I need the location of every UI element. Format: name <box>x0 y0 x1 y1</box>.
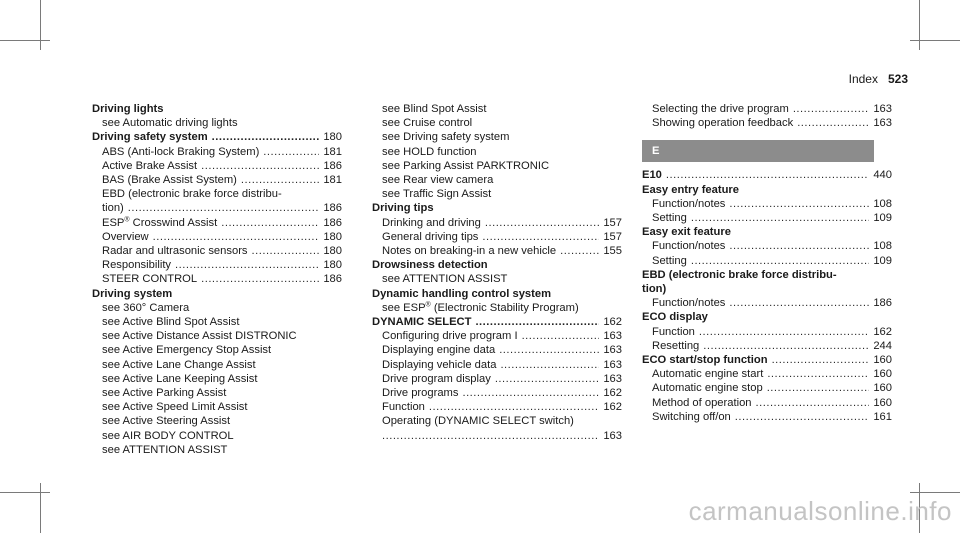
crop-mark <box>910 40 960 41</box>
subentry-text-pre: ESP <box>102 216 125 229</box>
subentry-text: Radar and ultrasonic sensors <box>102 245 248 258</box>
see-reference[interactable]: see Active Emergency Stop Assist <box>102 344 272 357</box>
page-ref: 109 <box>873 212 892 225</box>
leader-dots <box>729 239 869 253</box>
leader-dots <box>729 296 869 310</box>
subentry[interactable] <box>642 381 892 395</box>
entry-title: E10 <box>642 169 662 182</box>
entry-title: Driving system <box>92 287 173 300</box>
index-entry-easy-entry <box>642 183 892 226</box>
index-column-1 <box>92 102 342 457</box>
entry-title: DYNAMIC SELECT <box>372 316 472 329</box>
index-entry-eco-display <box>642 310 892 353</box>
page-ref: 180 <box>323 245 342 258</box>
subentry-text: Setting <box>652 254 687 267</box>
leader-dots <box>735 410 870 424</box>
subentry-text: BAS (Brake Assist System) <box>102 174 237 187</box>
see-reference[interactable]: see HOLD function <box>382 145 477 158</box>
index-entry-e10 <box>642 168 892 182</box>
leader-dots <box>201 272 319 286</box>
subentry[interactable] <box>92 230 342 244</box>
watermark: carmanualsonline.info <box>688 496 952 526</box>
subentry-text: Setting <box>652 212 687 225</box>
leader-dots <box>767 367 869 381</box>
leader-dots <box>793 102 870 116</box>
see-reference[interactable]: see Driving safety system <box>382 131 510 144</box>
page-ref: 181 <box>323 174 342 187</box>
entry-title: Driving lights <box>92 103 164 115</box>
page-ref: 163 <box>603 429 622 442</box>
subentry-text: Automatic engine stop <box>652 382 763 395</box>
page-ref: 180 <box>323 259 342 272</box>
page-ref: 186 <box>323 159 342 172</box>
subentry[interactable] <box>642 197 892 211</box>
subentry[interactable] <box>642 116 892 130</box>
leader-dots <box>462 386 599 400</box>
leader-dots <box>175 258 319 272</box>
subentry-text: Configuring drive program I <box>382 330 518 343</box>
crop-mark <box>0 492 50 493</box>
see-reference[interactable]: see Automatic driving lights <box>102 117 238 130</box>
crop-mark <box>910 492 960 493</box>
entry-title: Driving tips <box>372 202 434 215</box>
subentry-text: Automatic engine start <box>652 368 764 381</box>
leader-dots <box>263 145 319 159</box>
page-ref: 157 <box>603 230 622 243</box>
page-ref: 163 <box>603 372 622 385</box>
subentry[interactable] <box>92 173 342 187</box>
leader-dots <box>691 211 869 225</box>
page-ref: 186 <box>323 273 342 286</box>
subentry[interactable] <box>92 216 342 230</box>
leader-dots <box>485 216 599 230</box>
subentry[interactable] <box>372 386 622 400</box>
see-text-post: (Electronic Stability Program) <box>430 301 579 314</box>
page-ref: 161 <box>873 410 892 423</box>
leader-dots <box>482 230 599 244</box>
index-entry-driving-safety-system <box>92 130 342 286</box>
page-ref: 160 <box>873 382 892 395</box>
page-ref: 108 <box>873 197 892 210</box>
subentry-text-line2: tion) <box>102 202 124 215</box>
subentry[interactable] <box>642 211 892 225</box>
subentry[interactable] <box>92 272 342 286</box>
subentry-text: STEER CONTROL <box>102 273 198 286</box>
page-ref: 162 <box>873 325 892 338</box>
entry-title: ECO start/stop function <box>642 354 768 367</box>
subentry[interactable] <box>372 230 622 244</box>
leader-dots <box>429 400 599 414</box>
subentry[interactable] <box>92 145 342 159</box>
subentry[interactable] <box>92 159 342 173</box>
subentry-text: Responsibility <box>102 259 172 272</box>
subentry[interactable] <box>372 400 622 414</box>
leader-dots <box>729 197 869 211</box>
subentry[interactable] <box>372 358 622 372</box>
see-reference[interactable]: see Cruise control <box>382 117 473 130</box>
leader-dots <box>221 216 319 230</box>
subentry-text: Showing operation feedback <box>652 117 794 130</box>
page-ref: 157 <box>603 216 622 229</box>
page-ref: 163 <box>603 358 622 371</box>
leader-dots <box>382 429 599 443</box>
page-ref: 109 <box>873 254 892 267</box>
subentry[interactable] <box>372 343 622 357</box>
subentry-text: Active Brake Assist <box>102 159 198 172</box>
see-reference[interactable]: see Active Lane Keeping Assist <box>102 372 258 385</box>
see-reference[interactable]: see Active Lane Change Assist <box>102 358 256 371</box>
leader-dots <box>699 325 869 339</box>
entry-title: ECO display <box>642 311 708 324</box>
leader-dots <box>522 329 600 343</box>
entry-title-line1: EBD (electronic brake force distribu- <box>642 268 837 281</box>
entry-title: Driving safety system <box>92 131 208 144</box>
leader-dots <box>201 159 319 173</box>
see-reference[interactable]: see 360° Camera <box>102 301 190 314</box>
leader-dots <box>153 230 320 244</box>
subentry-text: Switching off/on <box>652 410 731 423</box>
see-text-pre: see ESP <box>382 301 426 314</box>
page-ref: 160 <box>873 354 892 367</box>
see-reference[interactable]: see Rear view camera <box>382 174 494 187</box>
see-reference[interactable]: see AIR BODY CONTROL <box>102 429 234 442</box>
see-reference[interactable]: see ATTENTION ASSIST <box>382 273 508 286</box>
subentry[interactable] <box>372 244 622 258</box>
page-ref: 186 <box>323 202 342 215</box>
index-entry-drowsiness-detection <box>372 258 622 286</box>
subentry[interactable] <box>372 329 622 343</box>
see-reference[interactable]: see Active Blind Spot Assist <box>102 316 240 329</box>
subentry-text: Selecting the drive program <box>652 103 789 115</box>
subentry[interactable] <box>642 396 892 410</box>
subentry-text: Resetting <box>652 339 700 352</box>
page-number: 523 <box>887 72 908 86</box>
entry-title: Dynamic handling control system <box>372 287 552 300</box>
entry-title-row[interactable] <box>92 130 342 144</box>
leader-dots <box>475 315 599 329</box>
leader-dots <box>252 244 320 258</box>
leader-dots <box>703 339 869 353</box>
page-ref: 155 <box>603 245 622 258</box>
subentry-text: Function/notes <box>652 197 726 210</box>
page-ref: 186 <box>873 297 892 310</box>
letter-heading-e: E <box>642 140 874 162</box>
page-ref: 440 <box>873 169 892 182</box>
subentry[interactable] <box>642 367 892 381</box>
subentry[interactable] <box>92 258 342 272</box>
page-ref: 163 <box>873 103 892 115</box>
index-entry-driving-system <box>92 287 342 457</box>
see-reference[interactable]: see Active Parking Assist <box>102 387 227 400</box>
leader-dots <box>772 353 870 367</box>
subentry-text: Function <box>652 325 695 338</box>
see-reference[interactable] <box>372 301 622 315</box>
subentry[interactable] <box>642 254 892 268</box>
subentry-text: General driving tips <box>382 230 479 243</box>
index-entry-dynamic-select <box>372 315 622 443</box>
crop-mark <box>919 0 920 50</box>
subentry-text: Drinking and driving <box>382 216 481 229</box>
subentry[interactable] <box>642 102 892 116</box>
page-ref: 163 <box>603 330 622 343</box>
index-entry-driving-lights <box>92 102 342 130</box>
subentry[interactable] <box>372 429 622 443</box>
index-entry-dynamic-handling <box>372 287 622 315</box>
index-entry-driving-system-continued <box>372 102 622 201</box>
subentry-text-line1[interactable]: EBD (electronic brake force distribu- <box>102 188 282 201</box>
subentry[interactable] <box>372 216 622 230</box>
page-ref: 163 <box>873 117 892 130</box>
leader-dots <box>495 372 600 386</box>
subentry-text: ABS (Anti-lock Braking System) <box>102 145 260 158</box>
subentry[interactable] <box>642 296 892 310</box>
subentry-text: Drive programs <box>382 387 459 400</box>
leader-dots <box>212 130 320 144</box>
index-column-2 <box>372 102 622 443</box>
page-ref: 181 <box>323 145 342 158</box>
header-label: Index <box>848 72 878 86</box>
leader-dots <box>500 358 599 372</box>
index-entry-driving-tips <box>372 201 622 258</box>
index-entry-easy-exit <box>642 225 892 268</box>
entry-title: Easy exit feature <box>642 226 731 239</box>
entry-title: Easy entry feature <box>642 183 740 196</box>
page-ref: 160 <box>873 368 892 381</box>
leader-dots <box>241 173 319 187</box>
subentry-text: Method of operation <box>652 396 752 409</box>
page-ref: 160 <box>873 396 892 409</box>
subentry[interactable] <box>642 339 892 353</box>
page-ref: 162 <box>603 387 622 400</box>
index-entry-dynamic-select-continued <box>642 102 892 130</box>
leader-dots <box>499 343 599 357</box>
subentry-text: Overview <box>102 230 149 243</box>
crop-mark <box>40 0 41 50</box>
leader-dots <box>560 244 599 258</box>
subentry-text: Notes on breaking-in a new vehicle <box>382 245 557 258</box>
see-reference[interactable]: see Active Distance Assist DISTRONIC <box>102 330 297 343</box>
see-reference[interactable]: see Blind Spot Assist <box>382 103 487 115</box>
page-ref: 180 <box>323 230 342 243</box>
subentry[interactable] <box>372 372 622 386</box>
index-entry-ebd <box>642 268 892 311</box>
page-ref: 244 <box>873 339 892 352</box>
subentry-text: Displaying vehicle data <box>382 358 497 371</box>
page-header <box>849 72 908 86</box>
crop-mark <box>40 483 41 533</box>
page-ref: 162 <box>603 316 622 329</box>
subentry[interactable] <box>642 239 892 253</box>
entry-title-line2: tion) <box>642 283 667 296</box>
index-column-3 <box>642 102 892 424</box>
page-ref: 108 <box>873 240 892 253</box>
leader-dots <box>756 396 870 410</box>
subentry-text: Function <box>382 401 425 414</box>
see-reference[interactable]: see Active Steering Assist <box>102 415 231 428</box>
page-ref: 180 <box>323 131 342 144</box>
subentry-text[interactable]: Operating (DYNAMIC SELECT switch) <box>382 415 574 428</box>
registered-mark: ® <box>425 301 431 309</box>
see-reference[interactable]: see Parking Assist PARKTRONIC <box>382 159 550 172</box>
see-reference[interactable]: see Active Speed Limit Assist <box>102 401 248 414</box>
subentry[interactable] <box>642 410 892 424</box>
registered-mark: ® <box>124 215 130 223</box>
subentry-text <box>102 216 217 230</box>
leader-dots <box>128 201 320 215</box>
leader-dots <box>666 168 869 182</box>
entry-title-row[interactable] <box>642 353 892 367</box>
page-ref: 163 <box>603 344 622 357</box>
subentry-text-post: Crosswind Assist <box>129 216 218 229</box>
page-ref: 186 <box>323 216 342 229</box>
see-reference[interactable]: see ATTENTION ASSIST <box>102 443 228 456</box>
subentry[interactable] <box>642 325 892 339</box>
subentry-text: Function/notes <box>652 297 726 310</box>
entry-title-row[interactable] <box>372 315 622 329</box>
subentry[interactable] <box>92 244 342 258</box>
page-ref: 162 <box>603 401 622 414</box>
entry-title-row[interactable] <box>642 168 892 182</box>
subentry-text: Function/notes <box>652 240 726 253</box>
entry-title: Drowsiness detection <box>372 259 488 272</box>
index-entry-eco-start-stop <box>642 353 892 424</box>
leader-dots <box>691 254 869 268</box>
see-reference[interactable]: see Traffic Sign Assist <box>382 188 492 201</box>
leader-dots <box>767 381 870 395</box>
leader-dots <box>797 116 869 130</box>
subentry-text: Displaying engine data <box>382 344 496 357</box>
subentry-text: Drive program display <box>382 372 491 385</box>
subentry[interactable] <box>92 201 342 215</box>
crop-mark <box>0 40 50 41</box>
